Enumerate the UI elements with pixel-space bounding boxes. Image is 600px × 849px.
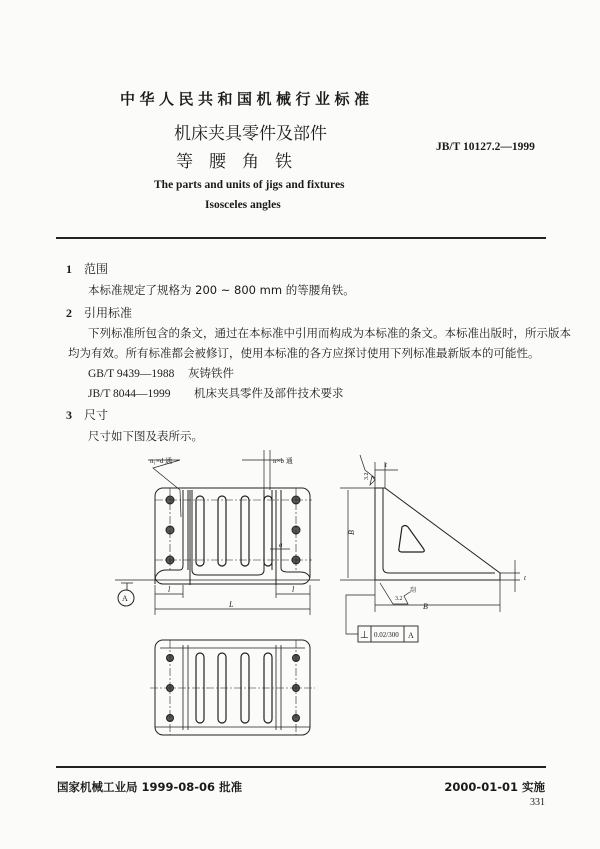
issuer-approval: 国家机械工业局 1999-08-06 批准	[57, 780, 243, 794]
label-L: L	[229, 600, 234, 609]
roughness-note: 刮	[410, 588, 417, 594]
standard-type: 中华人民共和国机械行业标准	[120, 90, 374, 108]
tolerance-value: 0.02/300	[374, 631, 399, 639]
title-en-line2: Isosceles angles	[205, 199, 281, 211]
section-3-heading: 3 尺寸	[66, 408, 109, 422]
tolerance-datum: A	[408, 631, 414, 640]
label-t-top: t	[385, 461, 387, 469]
side-view	[340, 455, 520, 642]
roughness-value-top: 3.2	[364, 472, 370, 480]
section-2-text-line2: 均为有效。所有标准都会被修订，使用本标准的各方应探讨使用下列标准最新版本的可能性。	[68, 346, 540, 360]
front-view	[115, 450, 320, 615]
standard-code: JB/T 10127.2—1999	[436, 141, 535, 153]
label-t-right: t	[524, 574, 526, 582]
perpendicularity-symbol: ⊥	[360, 630, 369, 641]
title-cn-line2: 等腰角铁	[176, 152, 308, 172]
label-l-right: l	[292, 585, 295, 594]
effective-date: 2000-01-01 实施	[444, 780, 545, 794]
reference-item: JB/T 8044—1999 机床夹具零件及部件技术要求	[88, 386, 344, 400]
reference-item: GB/T 9439—1988 灰铸铁件	[88, 366, 234, 380]
section-2-text-line1: 下列标准所包含的条文，通过在本标准中引用而构成为本标准的条文。本标准出版时，所示版本	[88, 326, 571, 340]
label-holes: n₁×d 通	[150, 457, 173, 465]
section-1-heading: 1 范围	[66, 262, 109, 276]
page-number: 331	[530, 797, 545, 808]
label-a: a	[279, 541, 283, 549]
section-3-text: 尺寸如下图及表所示。	[88, 429, 203, 443]
label-B-horizontal: B	[423, 602, 428, 611]
roughness-value: 3.2	[395, 596, 403, 602]
label-l-left: l	[168, 585, 171, 594]
label-slots: n×b 通	[273, 457, 293, 465]
title-en-line1: The parts and units of jigs and fixtures	[154, 179, 345, 191]
top-view	[150, 640, 315, 735]
section-2-heading: 2 引用标准	[66, 306, 133, 320]
section-1-text: 本标准规定了规格为 200 ~ 800 mm 的等腰角铁。	[88, 283, 355, 297]
datum-label: A	[122, 594, 128, 603]
title-cn-line1: 机床夹具零件及部件	[174, 124, 327, 144]
label-B-vertical: B	[347, 530, 356, 535]
footer-divider	[56, 766, 546, 768]
